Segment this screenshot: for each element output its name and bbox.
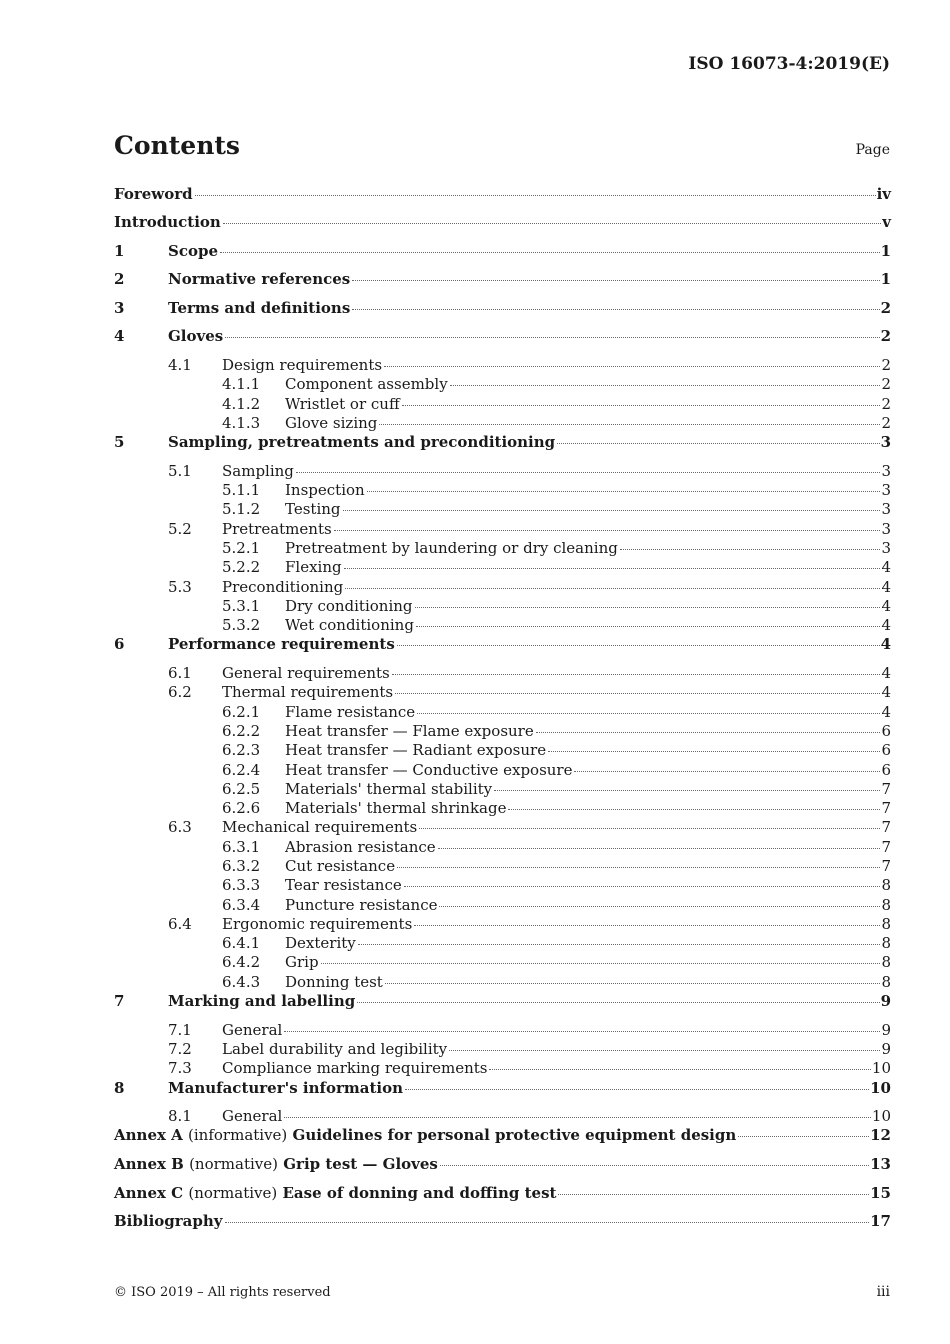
page-title: Contents (114, 131, 241, 160)
toc-entry-number: 6.2.6 (222, 799, 261, 818)
toc-entry-title: Ergonomic requirements (222, 914, 413, 933)
toc-entry-title: Pretreatment by laundering or dry cleaning (285, 538, 618, 557)
toc-entry[interactable] (114, 664, 891, 683)
toc-entry-number: 6.2.2 (222, 721, 261, 740)
toc-entry[interactable] (114, 722, 891, 741)
annex-label: Annex B (114, 1155, 184, 1174)
toc-entry-title: General (222, 1107, 283, 1126)
dot-leader (395, 692, 880, 694)
dot-leader (384, 365, 880, 367)
toc-entry-title: Heat transfer — Flame exposure (285, 721, 534, 740)
toc-entry-number: 4.1.1 (222, 375, 261, 394)
toc-entry-title: Glove sizing (285, 413, 378, 432)
dot-leader (195, 194, 876, 196)
toc-entry-title: Materials' thermal shrinkage (285, 799, 507, 818)
toc-entry-title: Inspection (285, 481, 365, 500)
toc-entry[interactable] (114, 520, 891, 539)
toc-entry-page: 13 (870, 1155, 891, 1174)
dot-leader (345, 587, 880, 589)
toc-entry-title: General (222, 1020, 283, 1039)
toc-entry-number: 6.2.1 (222, 702, 261, 721)
dot-leader (284, 1116, 871, 1118)
toc-entry-page: 6 (881, 741, 891, 760)
toc-entry[interactable] (114, 1212, 891, 1241)
toc-entry-title: Testing (285, 500, 341, 519)
toc-entry-title: Bibliography (114, 1212, 223, 1231)
dot-leader (379, 423, 880, 425)
toc-entry-page: 8 (881, 895, 891, 914)
toc-entry-title: Design requirements (222, 355, 383, 374)
toc-entry-number: 6.3 (168, 818, 192, 837)
toc-entry-title: Donning test (285, 972, 383, 991)
toc-entry-page: 2 (881, 375, 891, 394)
dot-leader (225, 1221, 870, 1223)
toc-entry[interactable] (114, 1126, 891, 1155)
toc-entry[interactable] (114, 1107, 891, 1126)
dot-leader (334, 529, 881, 531)
toc-entry-title: Guidelines for personal protective equipment design (292, 1126, 737, 1145)
toc-entry-number: 6.2.5 (222, 779, 261, 798)
toc-entry-title: Ease of donning and doffing test (282, 1183, 557, 1202)
toc-entry[interactable] (114, 414, 891, 433)
toc-entry-number: 8 (114, 1078, 125, 1097)
toc-entry-page: 3 (881, 481, 891, 500)
toc-entry[interactable] (114, 578, 891, 597)
toc-entry-title: Normative references (168, 270, 351, 289)
toc-entry[interactable] (114, 1059, 891, 1078)
toc-entry-page: 6 (881, 721, 891, 740)
toc-entry-number: 5.1.1 (222, 481, 261, 500)
toc-entry-title: Performance requirements (168, 635, 395, 654)
toc-entry-title: Pretreatments (222, 519, 332, 538)
toc-entry-page: 3 (881, 538, 891, 557)
toc-entry[interactable] (114, 857, 891, 876)
toc-entry-title: Heat transfer — Radiant exposure (285, 741, 547, 760)
dot-leader (296, 471, 881, 473)
toc-entry-title: Cut resistance (285, 856, 396, 875)
toc-entry-page: 2 (880, 298, 891, 317)
toc-entry-title: Gloves (168, 327, 224, 346)
dot-leader (439, 905, 880, 907)
dot-leader (449, 1049, 880, 1051)
toc-entry-number: 8.1 (168, 1107, 192, 1126)
toc-entry-page: 6 (881, 760, 891, 779)
toc-entry-title: General requirements (222, 664, 390, 683)
toc-entry-title: Abrasion resistance (285, 837, 436, 856)
toc-entry-page: 4 (881, 596, 891, 615)
toc-entry-page: v (882, 213, 891, 231)
toc-entry-number: 5.2.1 (222, 538, 261, 557)
toc-entry[interactable] (114, 896, 891, 915)
dot-leader (440, 1164, 869, 1166)
toc-entry-title: Wet conditioning (285, 616, 414, 635)
dot-leader (558, 1193, 869, 1195)
toc-entry-title: Sampling, pretreatments and preconditioning (168, 433, 556, 452)
toc-entry-page: 7 (881, 818, 891, 837)
toc-entry-title: Dry conditioning (285, 596, 413, 615)
toc-entry[interactable] (114, 327, 891, 356)
toc-entry-title: Manufacturer's information (168, 1078, 403, 1097)
dot-leader (321, 962, 881, 964)
toc-entry[interactable] (114, 356, 891, 375)
toc-entry-title: Flexing (285, 558, 342, 577)
toc-entry-number: 6.4.3 (222, 972, 261, 991)
page-column-label: Page (855, 142, 890, 158)
toc-entry[interactable] (114, 539, 891, 558)
dot-leader (489, 1068, 870, 1070)
dot-leader (352, 279, 879, 281)
toc-entry-page: 3 (881, 461, 891, 480)
toc-entry-page: 7 (881, 799, 891, 818)
copyright-notice: © ISO 2019 – All rights reserved (114, 1285, 331, 1300)
toc-entry-number: 5.3.1 (222, 596, 261, 615)
toc-entry-number: 3 (114, 298, 125, 317)
annex-label: Annex A (114, 1126, 183, 1145)
toc-entry-number: 6.4.2 (222, 953, 261, 972)
toc-entry-number: 5.2 (168, 519, 192, 538)
toc-entry-number: 4.1.3 (222, 413, 261, 432)
toc-entry-number: 7.2 (168, 1039, 192, 1058)
dot-leader (548, 750, 880, 752)
toc-entry-number: 5.2.2 (222, 558, 261, 577)
dot-leader (738, 1135, 869, 1137)
toc-entry-title: Flame resistance (285, 702, 416, 721)
dot-leader (397, 866, 880, 868)
toc-entry[interactable] (114, 1021, 891, 1040)
toc-entry-title: Label durability and legibility (222, 1039, 448, 1058)
toc-entry-number: 6.3.4 (222, 895, 261, 914)
toc-entry-number: 1 (114, 241, 125, 260)
toc-entry-title: Component assembly (285, 375, 448, 394)
table-of-contents (114, 185, 891, 1241)
toc-entry-title: Grip test — Gloves (283, 1155, 438, 1174)
toc-entry-title: Heat transfer — Conductive exposure (285, 760, 573, 779)
dot-leader (402, 404, 881, 406)
toc-entry-title: Compliance marking requirements (222, 1059, 488, 1078)
dot-leader (223, 222, 881, 224)
toc-entry[interactable] (114, 818, 891, 837)
toc-entry-title: Introduction (114, 213, 221, 231)
toc-entry[interactable] (114, 703, 891, 722)
toc-entry-title: Wristlet or cuff (285, 394, 400, 413)
toc-entry-title: Foreword (114, 185, 193, 203)
toc-entry[interactable] (114, 270, 891, 299)
dot-leader (620, 548, 881, 550)
toc-entry[interactable] (114, 973, 891, 992)
toc-entry-page: 4 (881, 683, 891, 702)
toc-entry-page: 10 (871, 1107, 891, 1126)
toc-entry-number: 4 (114, 327, 125, 346)
toc-entry[interactable] (114, 375, 891, 394)
dot-leader (284, 1030, 880, 1032)
toc-entry-number: 7.1 (168, 1020, 192, 1039)
toc-entry-title: Marking and labelling (168, 992, 356, 1011)
dot-leader (225, 336, 879, 338)
toc-entry-number: 4.1.2 (222, 394, 261, 413)
toc-entry[interactable] (114, 242, 891, 271)
toc-entry-number: 6.1 (168, 664, 192, 683)
toc-entry-number: 4.1 (168, 355, 192, 374)
toc-entry-number: 7.3 (168, 1059, 192, 1078)
toc-entry-title: Puncture resistance (285, 895, 438, 914)
toc-entry-title: Dexterity (285, 934, 356, 953)
toc-entry-number: 5.3 (168, 577, 192, 596)
toc-entry[interactable] (114, 992, 891, 1021)
toc-entry-page: iv (876, 185, 891, 203)
toc-entry-page: 8 (881, 972, 891, 991)
toc-entry-number: 5 (114, 433, 125, 452)
toc-entry[interactable] (114, 953, 891, 972)
toc-entry[interactable] (114, 838, 891, 857)
dot-leader (404, 885, 881, 887)
document-id: ISO 16073-4:2019(E) (688, 54, 890, 74)
toc-entry-page: 2 (881, 413, 891, 432)
dot-leader (419, 827, 880, 829)
toc-entry-page: 10 (871, 1059, 891, 1078)
dot-leader (574, 770, 880, 772)
toc-entry[interactable] (114, 683, 891, 702)
toc-entry-number: 5.3.2 (222, 616, 261, 635)
dot-leader (438, 847, 881, 849)
toc-entry[interactable] (114, 761, 891, 780)
toc-entry-page: 8 (881, 876, 891, 895)
toc-entry-page: 10 (870, 1078, 891, 1097)
dot-leader (417, 712, 880, 714)
toc-entry-page: 2 (881, 394, 891, 413)
toc-entry[interactable] (114, 780, 891, 799)
toc-entry-title: Tear resistance (285, 876, 402, 895)
toc-entry[interactable] (114, 799, 891, 818)
dot-leader (344, 567, 881, 569)
toc-entry-title: Preconditioning (222, 577, 344, 596)
toc-entry-title: Scope (168, 241, 219, 260)
toc-entry-number: 5.1.2 (222, 500, 261, 519)
toc-entry-page: 17 (870, 1212, 891, 1231)
page-number: iii (876, 1284, 890, 1300)
toc-entry-page: 4 (881, 558, 891, 577)
dot-leader (352, 308, 879, 310)
toc-entry-page: 3 (880, 433, 891, 452)
toc-entry-page: 7 (881, 779, 891, 798)
dot-leader (405, 1088, 869, 1090)
toc-entry-title: Grip (285, 953, 319, 972)
toc-entry-page: 8 (881, 914, 891, 933)
toc-entry-number: 6 (114, 635, 125, 654)
dot-leader (416, 625, 881, 627)
toc-entry-number: 6.4.1 (222, 934, 261, 953)
toc-entry-page: 8 (881, 934, 891, 953)
toc-entry-number: 2 (114, 270, 125, 289)
toc-entry-page: 15 (870, 1183, 891, 1202)
toc-entry[interactable] (114, 500, 891, 519)
dot-leader (385, 982, 881, 984)
toc-entry[interactable] (114, 934, 891, 953)
toc-entry-page: 4 (880, 635, 891, 654)
toc-entry[interactable] (114, 213, 891, 242)
toc-entry-page: 9 (881, 1020, 891, 1039)
toc-entry[interactable] (114, 616, 891, 635)
toc-entry-title: Sampling (222, 461, 294, 480)
annex-kind: (normative) (188, 1183, 278, 1202)
toc-entry-page: 3 (881, 500, 891, 519)
dot-leader (414, 924, 880, 926)
toc-entry[interactable] (114, 876, 891, 895)
dot-leader (536, 731, 881, 733)
dot-leader (508, 808, 880, 810)
dot-leader (357, 1001, 879, 1003)
toc-entry[interactable] (114, 481, 891, 500)
toc-entry-page: 4 (881, 616, 891, 635)
dot-leader (557, 442, 879, 444)
annex-label: Annex C (114, 1183, 184, 1202)
toc-entry-number: 6.2.3 (222, 741, 261, 760)
toc-entry-page: 8 (881, 953, 891, 972)
toc-entry-number: 6.4 (168, 914, 192, 933)
dot-leader (220, 251, 880, 253)
toc-entry-title: Terms and definitions (168, 298, 351, 317)
toc-entry-page: 7 (881, 837, 891, 856)
toc-entry-page: 4 (881, 577, 891, 596)
toc-entry-number: 5.1 (168, 461, 192, 480)
toc-entry-page: 9 (880, 992, 891, 1011)
toc-entry[interactable] (114, 462, 891, 481)
toc-entry[interactable] (114, 1079, 891, 1108)
dot-leader (358, 943, 881, 945)
toc-entry-title: Materials' thermal stability (285, 779, 493, 798)
toc-entry-title: Thermal requirements (222, 683, 394, 702)
toc-entry[interactable] (114, 915, 891, 934)
toc-entry-number: 6.3.3 (222, 876, 261, 895)
dot-leader (450, 384, 881, 386)
toc-entry-number: 6.2 (168, 683, 192, 702)
toc-entry-number: 6.3.2 (222, 856, 261, 875)
toc-entry-page: 7 (881, 856, 891, 875)
toc-entry-page: 12 (870, 1126, 891, 1145)
dot-leader (343, 509, 881, 511)
dot-leader (494, 789, 880, 791)
annex-kind: (informative) (188, 1126, 288, 1145)
toc-entry-page: 3 (881, 519, 891, 538)
toc-entry[interactable] (114, 395, 891, 414)
toc-entry-number: 7 (114, 992, 125, 1011)
toc-entry[interactable] (114, 1155, 891, 1184)
toc-entry[interactable] (114, 741, 891, 760)
toc-entry[interactable] (114, 185, 891, 213)
toc-entry[interactable] (114, 635, 891, 664)
toc-entry[interactable] (114, 1040, 891, 1059)
toc-entry[interactable] (114, 597, 891, 616)
dot-leader (397, 644, 880, 646)
toc-entry[interactable] (114, 299, 891, 328)
toc-entry-page: 4 (881, 702, 891, 721)
toc-entry-page: 1 (880, 270, 891, 289)
toc-entry-number: 6.3.1 (222, 837, 261, 856)
toc-entry-page: 2 (881, 355, 891, 374)
dot-leader (392, 673, 881, 675)
toc-entry-page: 1 (880, 241, 891, 260)
toc-entry[interactable] (114, 433, 891, 462)
toc-entry-number: 6.2.4 (222, 760, 261, 779)
annex-kind: (normative) (189, 1155, 278, 1174)
dot-leader (415, 606, 881, 608)
toc-entry-page: 9 (881, 1039, 891, 1058)
toc-entry[interactable] (114, 1184, 891, 1213)
toc-entry-page: 2 (880, 327, 891, 346)
toc-entry-page: 4 (881, 664, 891, 683)
toc-entry[interactable] (114, 558, 891, 577)
dot-leader (367, 490, 881, 492)
toc-entry-title: Mechanical requirements (222, 818, 418, 837)
